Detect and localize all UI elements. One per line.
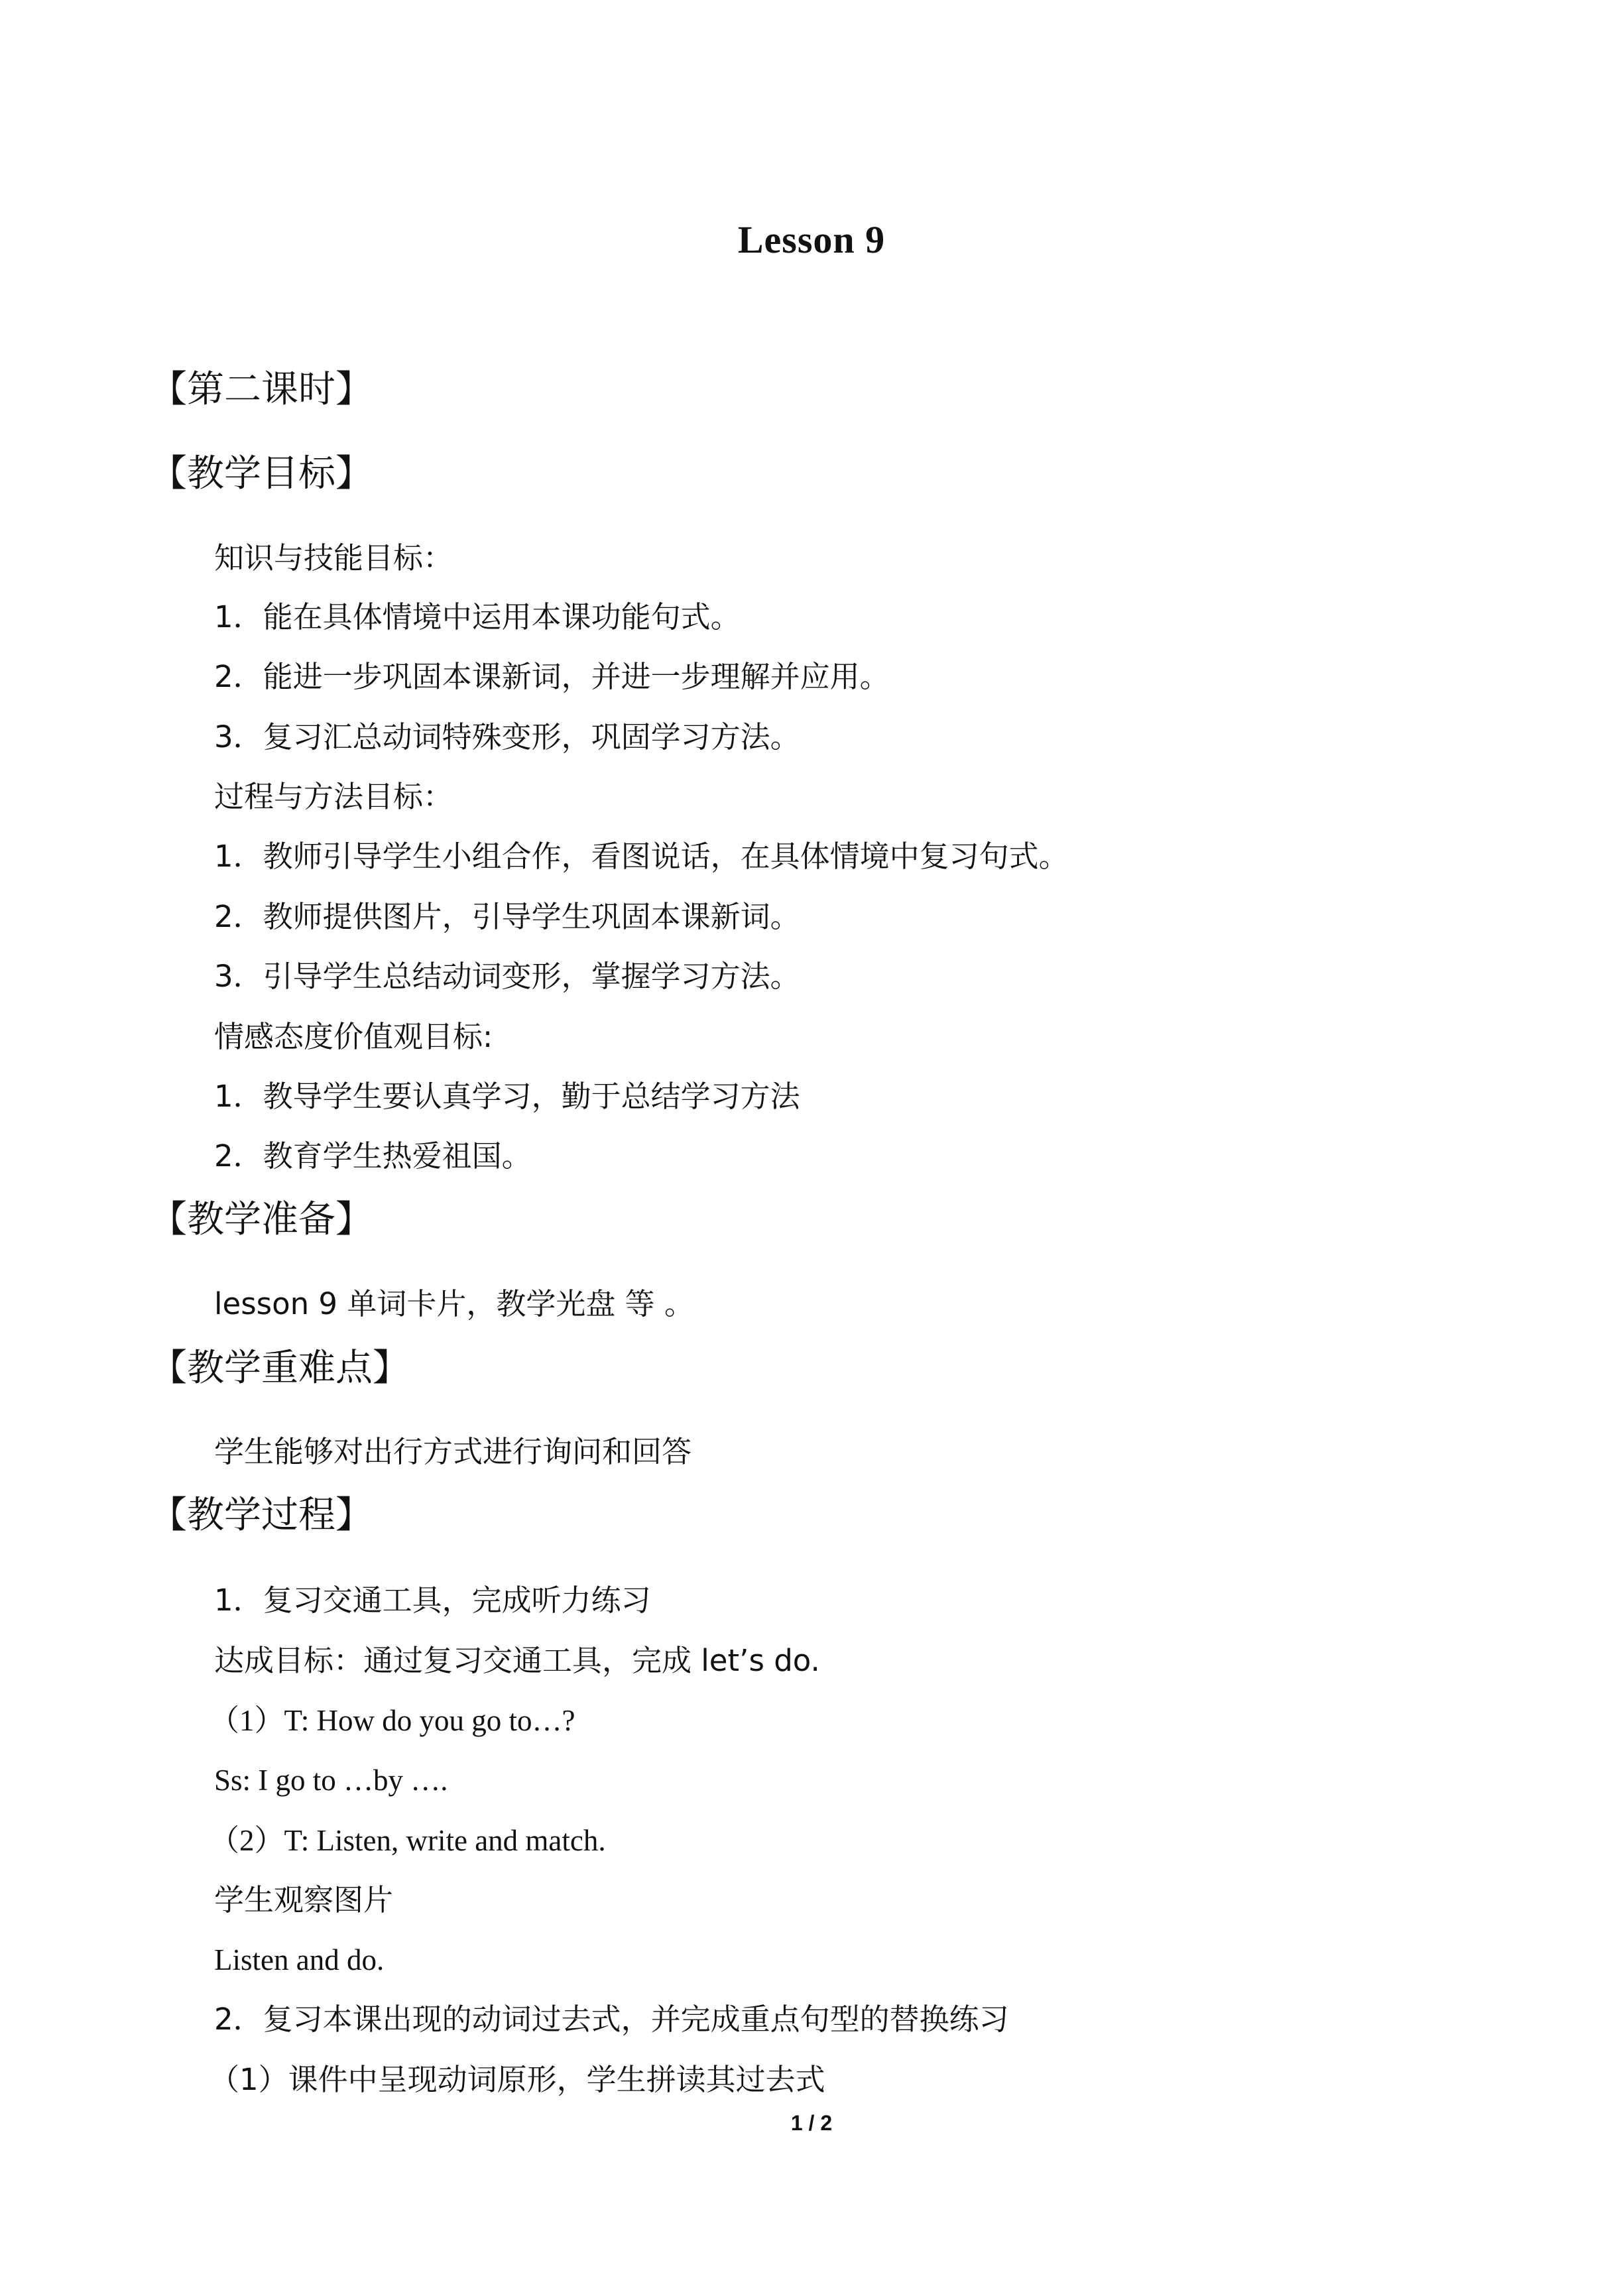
- knowledge-item-1: 1．能在具体情境中运用本课功能句式。: [214, 599, 741, 634]
- heading-preparation: 【教学准备】: [150, 1198, 373, 1241]
- page-number: 1 / 2: [790, 2111, 833, 2135]
- process-line-9: （1）课件中呈现动词原形，学生拼读其过去式: [210, 2062, 825, 2097]
- process-line-7: Listen and do.: [214, 1943, 385, 1976]
- process-line-3: （1）T: How do you go to…?: [210, 1704, 575, 1737]
- emotion-item-2: 2．教育学生热爱祖国。: [214, 1138, 532, 1174]
- process-line-1: 1．复习交通工具，完成听力练习: [214, 1583, 651, 1618]
- heading-key-points: 【教学重难点】: [150, 1347, 410, 1390]
- process-line-8: 2．复习本课出现的动词过去式，并完成重点句型的替换练习: [214, 2002, 1009, 2037]
- process-line-2: 达成目标：通过复习交通工具，完成 let’s do.: [214, 1643, 820, 1678]
- heading-process: 【教学过程】: [150, 1494, 373, 1537]
- process-line-5: （2）T: Listen, write and match.: [210, 1824, 606, 1857]
- process-item-1: 1．教师引导学生小组合作，看图说话，在具体情境中复习句式。: [214, 839, 1069, 874]
- key-points-text: 学生能够对出行方式进行询问和回答: [214, 1434, 692, 1469]
- process-line-4: Ss: I go to …by ….: [214, 1764, 448, 1797]
- process-line-6: 学生观察图片: [214, 1882, 394, 1917]
- knowledge-item-3: 3．复习汇总动词特殊变形，巩固学习方法。: [214, 719, 800, 755]
- knowledge-title: 知识与技能目标：: [214, 540, 453, 575]
- emotion-item-1: 1．教导学生要认真学习，勤于总结学习方法: [214, 1079, 800, 1114]
- heading-objectives: 【教学目标】: [150, 452, 373, 495]
- process-item-3: 3．引导学生总结动词变形，掌握学习方法。: [214, 959, 800, 994]
- knowledge-item-2: 2．能进一步巩固本课新词，并进一步理解并应用。: [214, 659, 890, 694]
- heading-period: 【第二课时】: [150, 368, 373, 411]
- emotion-title: 情感态度价值观目标:: [214, 1019, 493, 1054]
- process-title: 过程与方法目标：: [214, 779, 453, 814]
- process-item-2: 2．教师提供图片，引导学生巩固本课新词。: [214, 899, 800, 934]
- document-title: Lesson 9: [737, 218, 886, 261]
- preparation-text: lesson 9 单词卡片，教学光盘 等 。: [214, 1286, 694, 1321]
